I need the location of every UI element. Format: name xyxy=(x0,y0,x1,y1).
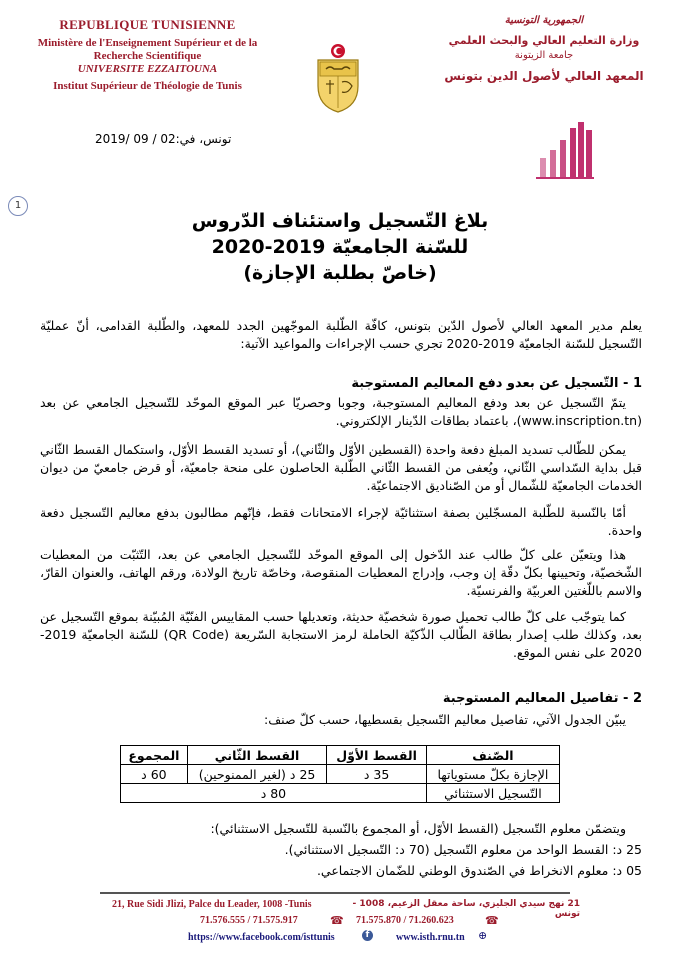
header-arabic xyxy=(439,15,649,83)
table-header-cell: القسط الأوّل xyxy=(327,746,427,765)
fees-table xyxy=(120,745,560,803)
ministry-name-fr: Ministère de l'Enseignement Supérieur et de la xyxy=(37,37,258,49)
institute-logo-icon xyxy=(530,120,598,182)
title-line-2: للسّنة الجامعيّة 2019-2020 xyxy=(211,236,469,258)
footer-divider xyxy=(100,892,570,894)
title-line-1: بلاغ التّسجيل واستئناف الدّروس xyxy=(191,210,489,232)
table-cell: الإجازة بكلّ مستوياتها xyxy=(426,765,559,784)
section-2-heading: 2 - تفاصيل المعاليم المستوجبة xyxy=(442,691,642,706)
table-row xyxy=(121,765,560,784)
republic-name-ar: الجمهورية التونسية xyxy=(504,15,584,26)
university-name-ar: جامعة الزيتونة xyxy=(514,50,574,61)
ministry-name-ar: وزارة التعليم العالي والبحث العلمي xyxy=(448,34,640,47)
document-date: تونس، في:02 / 09 /2019 xyxy=(95,132,232,146)
facebook-link[interactable]: https://www.facebook.com/isttunis xyxy=(188,932,335,943)
table-cell: 60 د xyxy=(121,765,188,784)
fees-breakdown-intro: ويتضمّن معلوم التّسجيل (القسط الأوّل، أو المجموع بالنّسبة للتّسجيل الاستثنائي): xyxy=(210,821,626,836)
tunisia-coat-of-arms-icon xyxy=(312,42,364,114)
table-header-cell: القسط الثّاني xyxy=(187,746,327,765)
facebook-icon: f xyxy=(362,930,373,941)
footer-phone-fr: 71.576.555 / 71.575.917 xyxy=(200,915,298,926)
phone-icon: ☎ xyxy=(330,914,344,927)
section-1-paragraph-2: يمكن للطّالب تسديد المبلغ دفعة واحدة (القسطين الأوّل والثّاني)، أو تسديد القسط الأوّل، واستكمال القسط الثّاني قبل بداية السّداسي الثّاني، ويُعفى من القسط الثّاني الطّلبة الحاصلون على منحة جامعيّة، أو قرض جامعيّ من ديوان الخدمات الجامعيّة للشّمال أو من الصّناديق الاجتماعيّة. xyxy=(40,442,642,493)
university-name-fr: UNIVERSITE EZZAITOUNA xyxy=(77,63,218,75)
header-french xyxy=(30,18,265,93)
globe-icon: ⊕ xyxy=(478,929,488,942)
table-row xyxy=(121,784,560,803)
table-header-cell: الصّنف xyxy=(426,746,559,765)
fees-breakdown-item-2: 05 د: معلوم الانخراط في الصّندوق الوطني للضّمان الاجتماعي. xyxy=(316,863,642,878)
table-header-cell: المجموع xyxy=(121,746,188,765)
title-line-3: (خاصّ بطلبة الإجازة) xyxy=(243,262,437,284)
footer-phone-ar: 71.575.870 / 71.260.623 xyxy=(356,915,454,926)
fees-breakdown-item-1: 25 د: القسط الواحد من معلوم التّسجيل (70 د: التّسجيل الاستثنائي). xyxy=(284,842,642,857)
table-cell: 80 د xyxy=(121,784,427,803)
section-1-paragraph-5: كما يتوجّب على كلّ طالب تحميل صورة شخصيّة حديثة، وتعديلها حسب المقاييس الفنّيّة المُبيّنة بموقع التّسجيل عن بعد، وكذلك طلب إصدار بطاقة الطّالب الذّكيّة الحاملة لرمز الاستجابة السّريعة (QR Code) للسّنة الجامعيّة 2019-2020 على نفس الموقع. xyxy=(40,609,642,660)
phone-icon: ☎ xyxy=(485,914,499,927)
ministry-name-fr-2: Recherche Scientifique xyxy=(93,50,202,62)
section-1-paragraph-4: هذا ويتعيّن على كلّ طالب عند الدّخول إلى الموقع الموحّد للتّسجيل الجامعي عن بعد، التّثبّت من المعطيات الشّخصيّة، وتحيينها بكلّ دقّة إن وجب، وإدراج المعطيات المنقوصة، وخاصّة تاريخ الولادة، ورقم الهاتف، والعنوان القارّ، والاسم باللّغتين العربيّة والفرنسيّة. xyxy=(40,547,642,598)
republic-name-fr: REPUBLIQUE TUNISIENNE xyxy=(59,17,236,32)
institute-name-ar: المعهد العالي لأصول الدين بتونس xyxy=(444,69,644,83)
table-cell: 35 د xyxy=(327,765,427,784)
intro-paragraph: يعلم مدير المعهد العالي لأصول الدّين بتونس، كافّة الطّلبة الموجّهين الجدد للمعهد، والطّلبة القدامى، أنّ عمليّة التّسجيل للسّنة الجامعيّة 2019-2020 تجري حسب الإجراءات والمواعيد الآتية: xyxy=(40,318,642,351)
website-link[interactable]: www.isth.rnu.tn xyxy=(396,932,465,943)
footer-address-ar: 21 نهج سيدي الجليزي، ساحة معقل الزعيم، 1008 - تونس xyxy=(352,899,580,919)
section-1-paragraph-1: يتمّ التّسجيل عن بعد ودفع المعاليم المستوجبة، وجوبا وحصريّا عبر الموقع الموحّد للتّسجيل الجامعي عن بعد (www.inscription.tn)، باعتماد بطاقات الدّينار الإلكتروني. xyxy=(40,395,642,428)
table-header-row xyxy=(121,746,560,765)
table-cell: التّسجيل الاستثنائي xyxy=(426,784,559,803)
table-cell: 25 د (لغير الممنوحين) xyxy=(187,765,327,784)
institute-name-fr: Institut Supérieur de Théologie de Tunis xyxy=(53,80,242,92)
section-1-paragraph-3: أمّا بالنّسبة للطّلبة المسجّلين بصفة استثنائيّة لإجراء الامتحانات فقط، فإنّهم مطالبون بدفع معاليم التّسجيل دفعة واحدة. xyxy=(40,505,642,538)
section-1-heading: 1 - التّسجيل عن بعدو دفع المعاليم المستوجبة xyxy=(351,376,642,391)
page-number-badge: 1 xyxy=(8,196,28,216)
footer-address-fr: 21, Rue Sidi Jlizi, Palce du Leader, 1008 -Tunis xyxy=(112,899,312,910)
section-2-intro: يبيّن الجدول الآتي، تفاصيل معاليم التّسجيل بقسطيها، حسب كلّ صنف: xyxy=(264,712,626,727)
